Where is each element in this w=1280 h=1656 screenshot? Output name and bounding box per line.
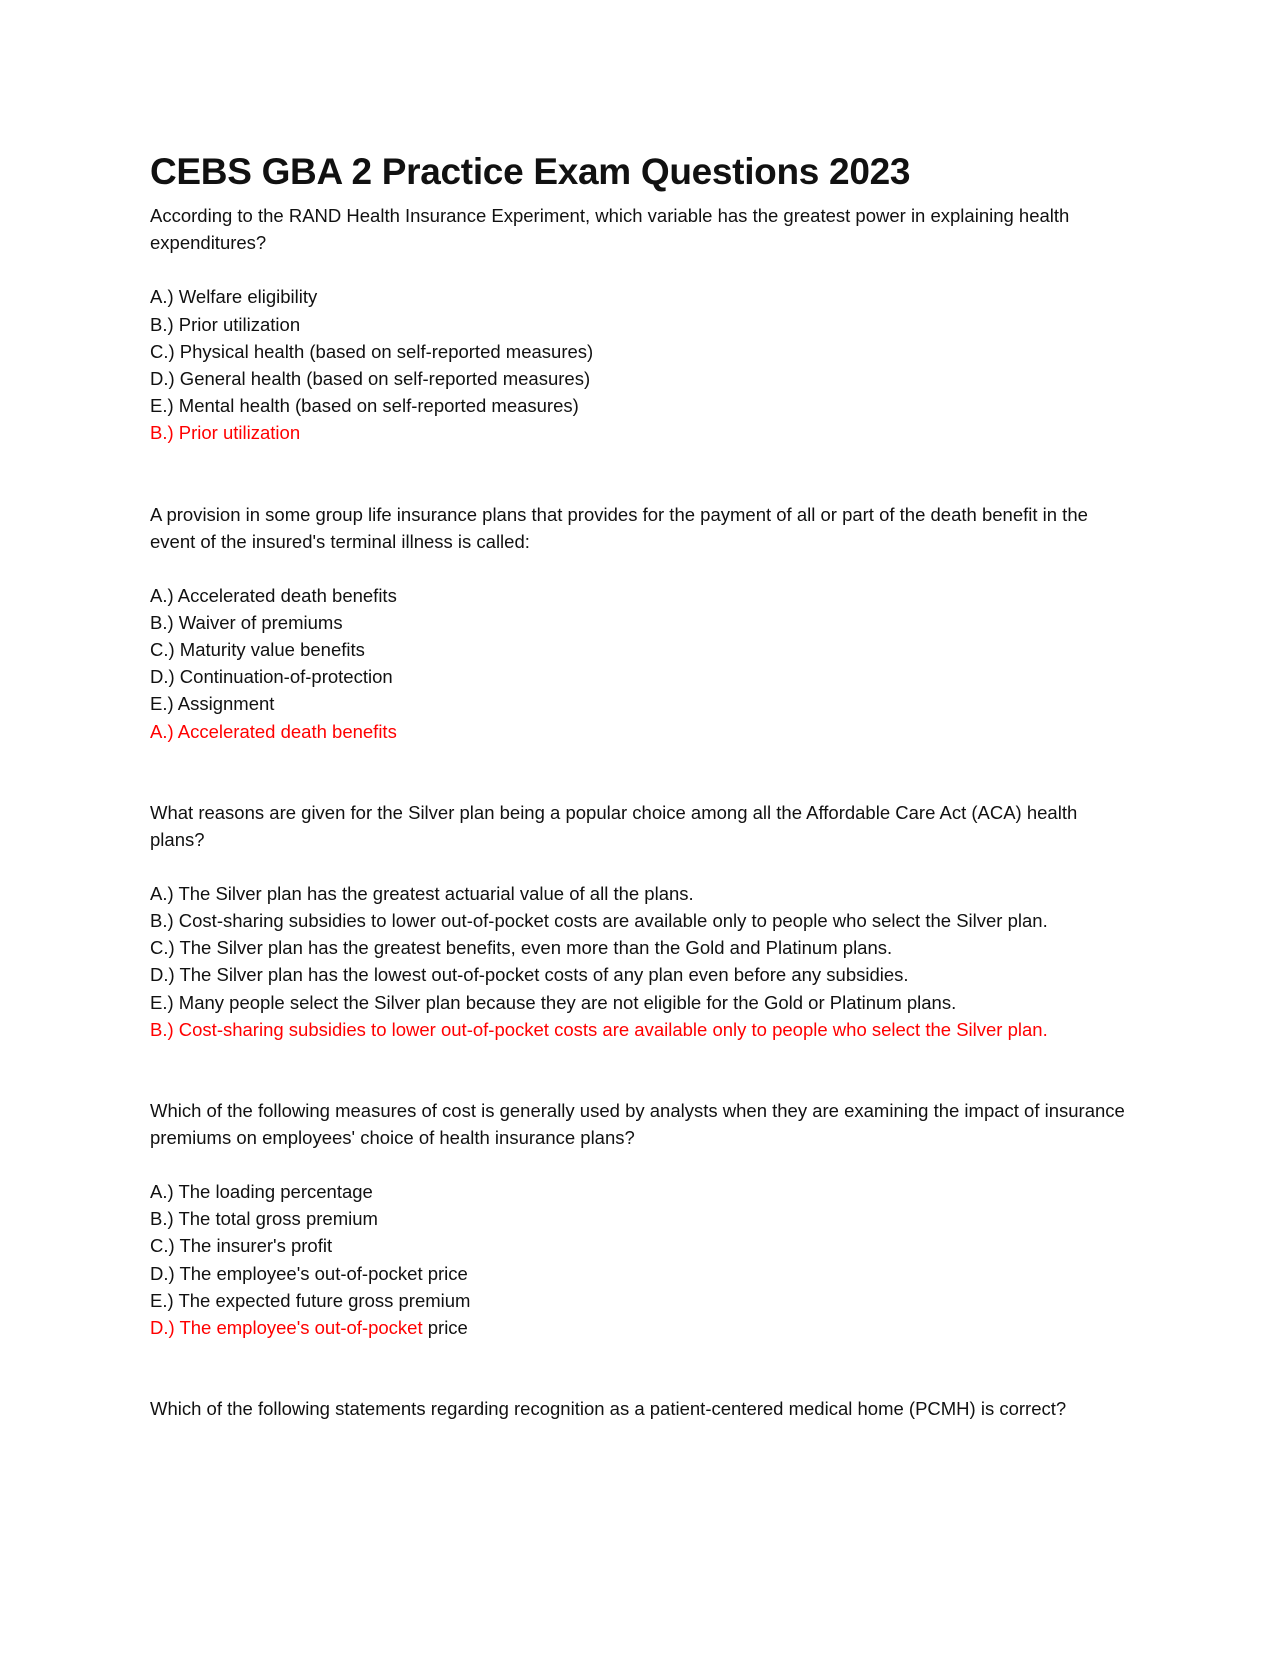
spacer [150,745,1130,799]
option-c: C.) The insurer's profit [150,1235,333,1257]
question-text: What reasons are given for the Silver plan being a popular choice among all the Affordable Care Act (ACA) health plans? [150,801,1078,850]
option-b: B.) Cost-sharing subsidies to lower out-of-pocket costs are available only to people who select the Silver plan. [150,910,1048,932]
option-c: C.) The Silver plan has the greatest benefits, even more than the Gold and Platinum plans. [150,937,893,959]
question-2 [150,501,1130,745]
option-e: E.) Assignment [150,693,275,715]
option-b: B.) Waiver of premiums [150,611,343,633]
document-title: CEBS GBA 2 Practice Exam Questions 2023 [150,151,911,192]
question-4 [150,1097,1130,1341]
spacer [150,1043,1130,1097]
answer: B.) Cost-sharing subsidies to lower out-of-pocket costs are available only to people who select the Silver plan. [150,1018,1048,1040]
option-a: A.) Welfare eligibility [150,286,318,308]
options-list [150,283,1130,419]
question-5 [150,1395,1130,1422]
options-list [150,582,1130,718]
option-d: D.) General health (based on self-reported measures) [150,368,591,389]
options-list [150,1178,1130,1314]
option-e: E.) Many people select the Silver plan because they are not eligible for the Gold or Platinum plans. [150,991,957,1013]
answer: A.) Accelerated death benefits [150,720,397,742]
option-d: D.) The Silver plan has the lowest out-of-pocket costs of any plan even before any subsidies. [150,964,909,986]
option-d: D.) Continuation-of-protection [150,666,393,688]
answer: B.) Prior utilization [150,422,301,444]
question-text: Which of the following measures of cost is generally used by analysts when they are examining the impact of insurance premiums on employees' choice of health insurance plans? [150,1100,1125,1149]
option-e: E.) The expected future gross premium [150,1289,471,1311]
question-text: A provision in some group life insurance plans that provides for the payment of all or part of the death benefit in the event of the insured's terminal illness is called: [150,503,1088,552]
options-list [150,880,1130,1016]
option-b: B.) The total gross premium [150,1208,378,1230]
option-d: D.) The employee's out-of-pocket price [150,1262,468,1284]
question-3 [150,799,1130,1043]
question-1 [150,202,1130,446]
question-text: Which of the following statements regarding recognition as a patient-centered medical home (PCMH) is correct? [150,1398,1067,1420]
option-e: E.) Mental health (based on self-reported measures) [150,395,579,417]
answer [150,1314,1130,1341]
answer-highlighted: D.) The employee's out-of-pocket [150,1317,423,1339]
option-a: A.) The Silver plan has the greatest actuarial value of all the plans. [150,882,694,904]
option-a: A.) The loading percentage [150,1181,373,1203]
option-b: B.) Prior utilization [150,313,301,335]
option-c: C.) Physical health (based on self-reported measures) [150,340,594,362]
spacer [150,1341,1130,1395]
option-a: A.) Accelerated death benefits [150,584,397,606]
spacer [150,447,1130,501]
option-c: C.) Maturity value benefits [150,639,365,661]
document-page [150,150,1130,1422]
answer-plain: price [422,1317,468,1339]
question-text: According to the RAND Health Insurance Experiment, which variable has the greatest power in explaining health expenditures? [150,205,1070,254]
